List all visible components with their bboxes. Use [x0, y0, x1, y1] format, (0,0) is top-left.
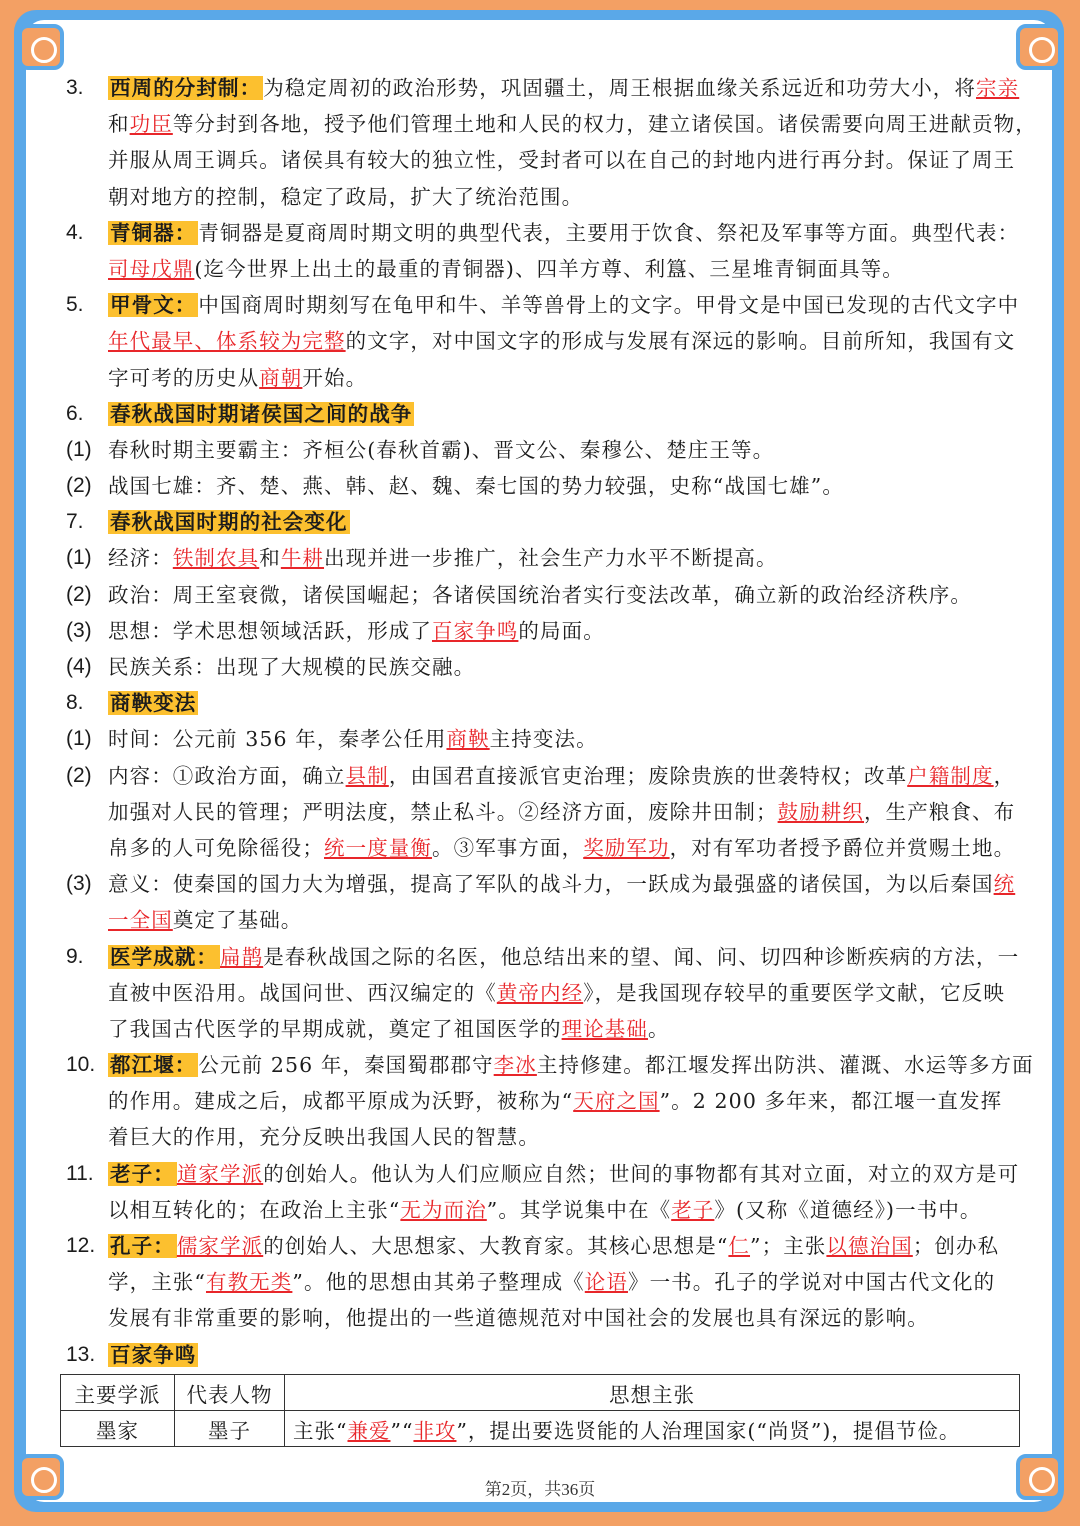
text-segment: 的创始人、大思想家、大教育家。其核心思想是“	[263, 1234, 729, 1258]
heading-highlight: 孔子：	[110, 1234, 175, 1258]
item-number: 3.	[66, 76, 84, 99]
line-text	[108, 830, 1015, 866]
text-segment: 》一书。孔子的学说对中国古代文化的	[627, 1270, 996, 1295]
item-number: (4)	[66, 655, 92, 678]
text-segment: 学，主张“	[108, 1270, 206, 1295]
table-row	[61, 1411, 1020, 1447]
key-term: 黄帝内经	[496, 980, 584, 1005]
line-text	[108, 106, 1037, 142]
line-text	[108, 540, 778, 576]
key-term: 牛耕	[280, 546, 325, 571]
heading-highlight: 老子：	[110, 1161, 175, 1186]
text-line	[60, 360, 1020, 396]
key-term: 百家争鸣	[432, 618, 519, 643]
line-text	[108, 142, 1015, 178]
heading-highlight: 春秋战国时期诸侯国之间的战争	[110, 401, 413, 426]
line-text	[108, 1228, 999, 1264]
key-term: 论语	[584, 1270, 628, 1295]
text-segment: ，	[993, 763, 1016, 788]
text-segment: 以相互转化的；在政治上主张“	[108, 1197, 401, 1222]
heading-highlight: 都江堰：	[110, 1053, 197, 1078]
text-line	[60, 902, 1020, 938]
line-text	[108, 649, 475, 685]
text-segment: 思想：学术思想领域活跃，形成了	[108, 618, 432, 643]
key-term: 铁制农具	[172, 546, 260, 571]
text-segment: 着巨大的作用，充分反映出我国人民的智慧。	[108, 1125, 540, 1150]
line-text	[108, 1337, 198, 1373]
key-term: 统一度量衡	[324, 835, 432, 860]
key-term: 以德治国	[826, 1234, 913, 1258]
text-segment: 了我国古代医学的早期成就，奠定了祖国医学的	[108, 1016, 562, 1041]
text-line	[60, 323, 1020, 359]
text-segment: 时间：公元前 356 年，秦孝公任用	[108, 727, 447, 752]
text-segment: 字可考的历史从	[108, 365, 260, 390]
text-segment: 和	[259, 546, 281, 571]
text-segment: 内容：①政治方面，确立	[108, 763, 346, 788]
item-number: 6.	[66, 401, 84, 425]
table-header-row	[61, 1375, 1020, 1411]
line-text	[108, 902, 302, 938]
text-segment: 直被中医沿用。战国问世、西汉编定的《	[108, 980, 497, 1005]
text-line	[60, 179, 1020, 215]
text-segment: 是春秋战国之际的名医，他总结出来的望、闻、问、切四种诊断疾病的方法，一	[263, 944, 1020, 969]
key-term: 兼爱	[347, 1418, 391, 1443]
line-text	[108, 1083, 1002, 1119]
page-number: 第2页，共36页	[484, 1480, 596, 1499]
text-line	[60, 1228, 1020, 1264]
key-term: 非攻	[413, 1418, 457, 1443]
text-segment: 的文字，对中国文字的形成与发展有深远的影响。目前所知，我国有文	[345, 329, 1016, 354]
text-segment: 开始。	[302, 365, 368, 390]
key-term: 户籍制度	[907, 763, 994, 788]
corner-ornament	[1016, 24, 1062, 70]
text-segment: 。	[648, 1016, 670, 1041]
line-text	[108, 794, 1015, 830]
key-term: 天府之国	[573, 1089, 660, 1114]
key-term: 统	[993, 872, 1016, 897]
text-segment: ，生产粮食、布	[864, 799, 1016, 824]
item-number: 10.	[66, 1053, 96, 1077]
text-line	[60, 540, 1020, 576]
item-number: 13.	[66, 1342, 96, 1366]
text-line	[60, 251, 1020, 287]
text-segment: 发展有非常重要的影响，他提出的一些道德规范对中国社会的发展也具有深远的影响。	[108, 1306, 929, 1331]
line-text	[108, 1119, 540, 1155]
text-line	[60, 721, 1020, 757]
text-line	[60, 432, 1020, 468]
text-segment: ”“	[390, 1418, 414, 1443]
heading-highlight: 春秋战国时期的社会变化	[110, 510, 348, 535]
text-line	[60, 106, 1037, 142]
line-text	[108, 1300, 929, 1336]
table-header-cell: 代表人物	[175, 1375, 285, 1411]
line-text	[108, 1011, 670, 1047]
line-text	[108, 360, 367, 396]
text-line	[60, 939, 1020, 975]
text-segment: (迄今世界上出土的最重的青铜器)、四羊方尊、利簋、三星堆青铜面具等。	[194, 256, 904, 281]
item-number: (3)	[66, 618, 92, 642]
key-term: 有教无类	[205, 1270, 293, 1295]
line-text	[108, 613, 605, 649]
line-text	[108, 70, 1019, 106]
text-segment: 并服从周王调兵。诸侯具有较大的独立性，受封者可以在自己的封地内进行再分封。保证了周王	[108, 148, 1016, 173]
heading-highlight: 西周的分封制：	[110, 76, 262, 100]
text-segment: 主持修建。都江堰发挥出防洪、灌溉、水运等多方面	[536, 1053, 1034, 1078]
line-text	[108, 251, 904, 287]
key-term: 理论基础	[561, 1016, 649, 1041]
key-term: 一全国	[108, 908, 173, 933]
heading-highlight: 医学成就：	[110, 944, 218, 969]
text-segment: 》，是我国现存较早的重要医学文献，它反映	[583, 980, 1005, 1005]
key-term: 儒家学派	[176, 1234, 264, 1258]
text-segment: 战国七雄：齐、楚、燕、韩、赵、魏、秦七国的势力较强，史称“战国七雄”。	[108, 474, 844, 499]
text-segment: 民族关系：出现了大规模的民族交融。	[108, 655, 476, 679]
line-text	[108, 287, 1019, 323]
key-term: 无为而治	[400, 1197, 487, 1222]
text-line	[60, 70, 1020, 106]
text-line	[60, 1047, 1034, 1083]
text-segment: 青铜器是夏商周时期文明的典型代表，主要用于饮食、祭祀及军事等方面。典型代表：	[198, 220, 1020, 245]
text-segment: 朝对地方的控制，稳定了政局，扩大了统治范围。	[108, 184, 584, 209]
item-number: (1)	[66, 437, 92, 461]
text-segment: 出现并进一步推广，社会生产力水平不断提高。	[324, 546, 778, 571]
table-header-cell: 思想主张	[285, 1375, 1020, 1411]
text-segment: 主张“	[293, 1418, 348, 1443]
line-text	[108, 758, 1015, 794]
text-line	[60, 866, 1020, 902]
corner-ornament	[18, 24, 64, 70]
line-text	[108, 685, 198, 721]
text-line	[60, 1192, 1020, 1228]
text-segment: 的创始人。他认为人们应顺应自然；世间的事物都有其对立面，对立的双方是可	[263, 1161, 1020, 1186]
text-line	[60, 685, 1020, 721]
text-line	[60, 287, 1020, 323]
heading-highlight: 百家争鸣	[110, 1342, 197, 1367]
item-number: 4.	[66, 220, 84, 244]
text-segment: 》(又称《道德经》)一书中。	[714, 1197, 982, 1222]
key-term: 奖励军功	[583, 835, 670, 860]
heading-highlight: 商鞅变法	[110, 691, 197, 716]
text-line	[60, 215, 1020, 251]
idea-cell	[285, 1411, 1020, 1447]
item-number: 11.	[66, 1161, 94, 1185]
text-segment: ，对有军功者授予爵位并赏赐土地。	[669, 835, 1016, 860]
line-text	[108, 1264, 995, 1300]
text-line	[60, 468, 1020, 504]
key-term: 道家学派	[176, 1161, 264, 1186]
text-line	[60, 1083, 1020, 1119]
line-text	[108, 1192, 982, 1228]
text-segment: 经济：	[108, 546, 173, 571]
text-line	[60, 758, 1020, 794]
line-text	[108, 939, 1019, 975]
text-line	[60, 1011, 1020, 1047]
school-cell: 墨家	[61, 1411, 175, 1447]
line-text	[108, 975, 1005, 1011]
heading-highlight: 青铜器：	[110, 220, 197, 245]
text-segment: 加强对人民的管理；严明法度，禁止私斗。②经济方面，废除井田制；	[108, 799, 778, 824]
item-number: 12.	[66, 1234, 96, 1257]
text-segment: 公元前 256 年，秦国蜀郡郡守	[198, 1053, 494, 1078]
text-segment: 意义：使秦国的国力大为增强，提高了军队的战斗力，一跃成为最强盛的诸侯国，为以后秦国	[108, 872, 994, 897]
item-number: (1)	[66, 727, 92, 751]
text-segment: ”，提出要选贤能的人治理国家(“尚贤”)，提倡节俭。	[456, 1418, 961, 1443]
text-line	[60, 1337, 1020, 1373]
text-line	[60, 142, 1020, 178]
line-text	[108, 504, 350, 540]
key-term: 仁	[728, 1234, 751, 1258]
text-segment: 等分封到各地，授予他们管理土地和人民的权力，建立诸侯国。诸侯需要向周王进献贡物，	[172, 112, 1037, 137]
text-segment: 春秋时期主要霸主：齐桓公(春秋首霸)、晋文公、秦穆公、楚庄王等。	[108, 437, 775, 462]
text-segment: 中国商周时期刻写在龟甲和牛、羊等兽骨上的文字。甲骨文是中国已发现的古代文字中	[198, 293, 1020, 318]
key-term: 鼓励耕织	[777, 799, 865, 824]
item-number: 9.	[66, 944, 84, 968]
item-number: 8.	[66, 691, 84, 715]
line-text	[108, 179, 583, 215]
line-text	[108, 468, 844, 504]
text-line	[60, 1119, 1020, 1155]
key-term: 商鞅	[446, 727, 490, 752]
text-line	[60, 577, 1020, 613]
notes-content	[60, 70, 1037, 1373]
key-term: 年代最早、体系较为完整	[108, 329, 346, 354]
text-segment: 政治：周王室衰微，诸侯国崛起；各诸侯国统治者实行变法改革，确立新的政治经济秩序。	[108, 582, 972, 607]
text-segment: 和	[108, 112, 130, 137]
item-number: 5.	[66, 293, 84, 317]
item-number: (2)	[66, 582, 92, 606]
key-term: 老子	[671, 1197, 715, 1222]
line-text	[108, 577, 972, 613]
line-text	[108, 721, 598, 757]
line-text	[108, 215, 1019, 251]
text-segment: 奠定了基础。	[172, 908, 303, 933]
key-term: 李冰	[493, 1053, 537, 1078]
text-segment: ”。2 200 多年来，都江堰一直发挥	[659, 1089, 1003, 1114]
line-text	[108, 1047, 1034, 1083]
text-segment: 的作用。建成之后，成都平原成为沃野，被称为“	[108, 1089, 574, 1114]
text-segment: ”。其学说集中在《	[486, 1197, 672, 1222]
item-number: (1)	[66, 546, 92, 570]
line-text	[108, 396, 414, 432]
line-text	[108, 432, 774, 468]
text-line	[60, 975, 1020, 1011]
text-segment: 的局面。	[518, 618, 605, 643]
text-segment: ”。他的思想由其弟子整理成《	[292, 1270, 585, 1295]
schools-table	[60, 1374, 1020, 1447]
text-segment: ”；主张	[750, 1234, 827, 1258]
text-segment: ，由国君直接派官吏治理；废除贵族的世袭特权；改革	[388, 763, 908, 788]
text-segment: 为稳定周初的政治形势，巩固疆土，周王根据血缘关系远近和功劳大小，将	[263, 76, 977, 100]
text-line	[60, 1156, 1020, 1192]
key-term: 商朝	[259, 365, 303, 390]
key-term: 宗亲	[976, 76, 1020, 100]
person-cell: 墨子	[175, 1411, 285, 1447]
text-line	[60, 830, 1020, 866]
text-segment: 帛多的人可免除徭役；	[108, 835, 324, 860]
key-term: 县制	[345, 763, 389, 788]
text-segment: 主持变法。	[489, 727, 598, 752]
text-line	[60, 396, 1020, 432]
text-line	[60, 504, 1020, 540]
text-line	[60, 613, 1020, 649]
text-line	[60, 1264, 1020, 1300]
item-number: (2)	[66, 474, 92, 498]
heading-highlight: 甲骨文：	[110, 293, 197, 318]
text-segment: ；创办私	[912, 1234, 1000, 1258]
line-text	[108, 1156, 1019, 1192]
text-line	[60, 649, 1020, 685]
key-term: 司母戊鼎	[108, 256, 195, 281]
item-number: (2)	[66, 763, 92, 787]
text-segment: 。③军事方面，	[432, 835, 584, 860]
key-term: 扁鹊	[220, 944, 264, 969]
table-header-cell: 主要学派	[61, 1375, 175, 1411]
line-text	[108, 866, 1015, 902]
line-text	[108, 323, 1015, 359]
key-term: 功臣	[129, 112, 173, 137]
text-line	[60, 1300, 1020, 1336]
text-line	[60, 794, 1020, 830]
item-number: (3)	[66, 872, 92, 896]
item-number: 7.	[66, 510, 84, 534]
